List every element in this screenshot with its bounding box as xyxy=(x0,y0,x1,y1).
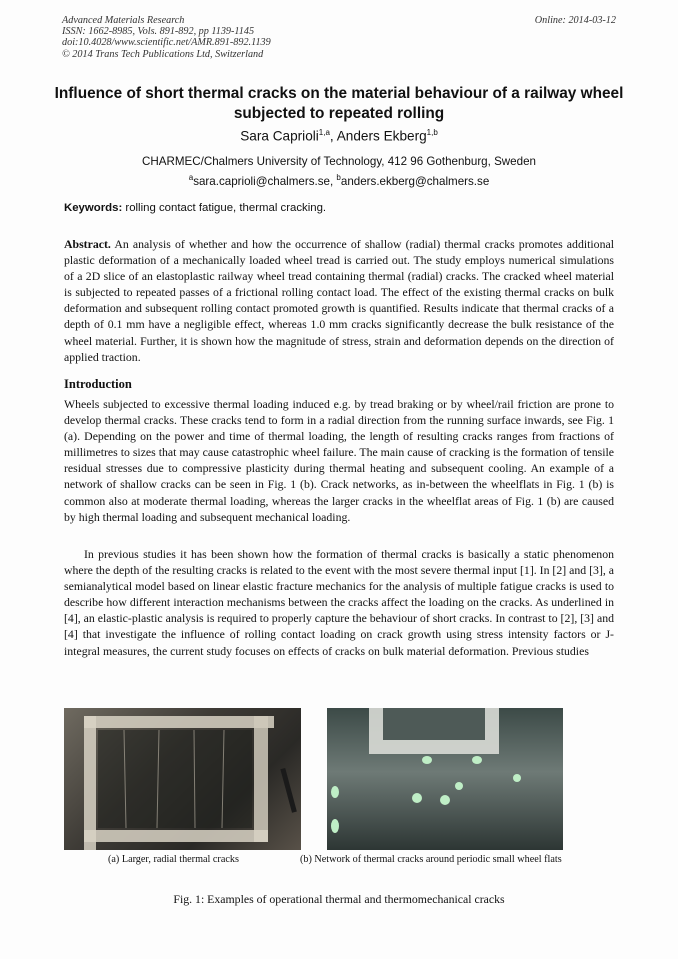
author-affil-mark: 1,b xyxy=(426,128,438,137)
ruler-photo-illustration xyxy=(64,708,301,850)
author-name: Anders Ekberg xyxy=(336,128,427,144)
author-separator: , xyxy=(329,128,337,144)
issn: ISSN: 1662-8985, Vols. 891-892, pp 1139-1145 xyxy=(62,26,255,38)
section-heading: Introduction xyxy=(64,377,132,391)
subfigure-caption-b: (b) Network of thermal cracks around periodic small wheel flats xyxy=(300,854,562,865)
paper-title: Influence of short thermal cracks on the material behaviour of a railway wheel subjected to repeated rolling xyxy=(54,85,624,122)
author-affil-mark: 1,a xyxy=(318,128,330,137)
keywords xyxy=(64,202,614,214)
abstract xyxy=(64,236,614,365)
doi: doi:10.4028/www.scientific.net/AMR.891-892.1139 xyxy=(62,37,271,49)
copyright: © 2014 Trans Tech Publications Ltd, Switzerland xyxy=(62,48,264,60)
figure-caption: Fig. 1: Examples of operational thermal and thermomechanical cracks xyxy=(173,892,505,906)
affiliation: CHARMEC/Chalmers University of Technology, 412 96 Gothenburg, Sweden xyxy=(142,155,536,168)
email-link[interactable]: sara.caprioli@chalmers.se xyxy=(193,174,330,188)
figure-photo-crack-network xyxy=(327,708,563,850)
paragraph: Wheels subjected to excessive thermal loading induced e.g. by tread braking or by wheel/rail friction are prone to develop thermal cracks. These cracks tend to form in a radial direction from the running surface inwards, see Fig. 1 (a). Depending on the power and time of thermal loading, the length of resulting cracks ranges from fractions of millimetres to sizes that may cause catastrophic wheel failure. The main cause of cracking is the formation of tensile residual stresses due to compressive plasticity during thermal heating and subsequent cooling. An example of a network of shallow cracks can be seen in Fig. 1 (b). Crack networks, as in-between the wheelflats in Fig. 1 (b) is common also at moderate thermal loading, whereas the larger cracks in the wheelflat areas of Fig. 1 (b) are caused by high thermal loading and subsequent mechanical loading. xyxy=(64,397,614,524)
paragraph: In previous studies it has been shown how the formation of thermal cracks is basically a static phenomenon where the depth of the resulting cracks is related to the event with the most severe thermal input [1]. In [2] and [3], a semianalytical model based on linear elastic fracture mechanics for the analysis of multiple fatigue cracks is used to describe how different interaction mechanisms between the cracks affect the loading on the cracks. As underlined in [4], an elastic-plastic analysis is required to properly capture the behaviour of short cracks. In contrast to [2], [3] and [4] that investigate the influence of rolling contact loading on crack growth using stress intensity factors or J-integral measures, the current study focuses on effects of cracks on bulk material deformation. Previous studies xyxy=(64,547,615,658)
author-name: Sara Caprioli xyxy=(240,128,319,144)
keywords-text: rolling contact fatigue, thermal cracking. xyxy=(122,202,327,214)
wheel-photo-illustration xyxy=(327,708,563,850)
author-emails: $^a$sara.caprioli@chalmers.se, $^b$anders.ekberg@chalmers.se xyxy=(188,173,490,188)
email-mark: a xyxy=(188,173,194,182)
online-date: Online: 2014-03-12 xyxy=(534,15,616,26)
abstract-text: An analysis of whether and how the occurrence of shallow (radial) thermal cracks promotes additional plastic deformation of a mechanically loaded wheel tread is carried out. The study employs numerical simulations of a 2D slice of an elastoplastic railway wheel tread containing thermal (radial) cracks. The cracked wheel material is subjected to repeated passes of a frictional rolling contact load. The effect of the existing thermal cracks on bulk deformation and subsequent rolling contact promoted growth is quantified. Results indicate that thermal cracks of a depth of 0.1 mm have a negligible effect, whereas 1.0 mm cracks significantly decrease the bulk resistance of the wheel material. Further, it is shown how the magnitude of stress, strain and deformation depends on the direction of applied traction. xyxy=(64,237,614,364)
subfigure-caption-a: (a) Larger, radial thermal cracks xyxy=(108,854,239,865)
abstract-label: Abstract. xyxy=(64,237,111,251)
email-mark: b xyxy=(336,173,341,182)
author-list xyxy=(0,128,678,144)
page-header xyxy=(62,15,616,60)
keywords-label: Keywords: xyxy=(64,202,123,214)
email-link[interactable]: anders.ekberg@chalmers.se xyxy=(340,174,490,188)
figure-photo-radial-cracks xyxy=(64,708,301,850)
journal-name: Advanced Materials Research xyxy=(62,15,185,26)
